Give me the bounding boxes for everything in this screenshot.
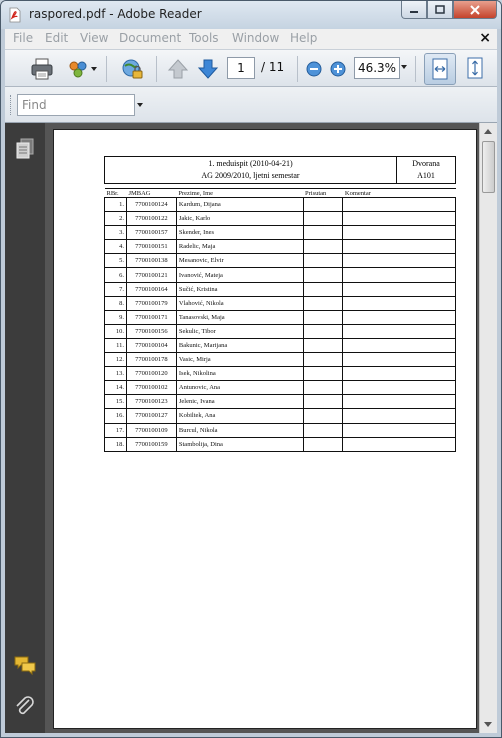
zoom-level-input[interactable]: 46.3%	[354, 57, 400, 79]
column-header: Komentar	[343, 189, 456, 198]
pdf-file-icon	[7, 7, 23, 23]
pdf-page	[53, 129, 477, 729]
row-name: Antunovic, Ana	[176, 381, 303, 395]
row-present	[303, 395, 343, 409]
row-jmbag: 7700100156	[126, 324, 176, 338]
globe-lock-icon	[120, 57, 144, 81]
row-present	[303, 226, 343, 240]
row-present	[303, 212, 343, 226]
row-comment	[343, 338, 456, 352]
collaborate-icon	[66, 57, 90, 81]
toolbar-separator	[156, 56, 157, 82]
row-number: 10.	[105, 324, 127, 338]
row-name: Ivanović, Mateja	[176, 268, 303, 282]
zoom-out-icon	[305, 60, 323, 78]
fit-page-icon	[460, 53, 490, 83]
zoom-dropdown-icon[interactable]	[401, 65, 407, 69]
menu-window[interactable]: Window	[232, 31, 280, 45]
row-comment	[343, 240, 456, 254]
table-row	[105, 310, 456, 324]
table-header-row	[105, 189, 456, 198]
fit-page-button[interactable]	[460, 53, 492, 85]
row-name: Jelenic, Ivana	[176, 395, 303, 409]
menu-bar	[5, 29, 497, 49]
comments-icon[interactable]	[13, 653, 37, 677]
row-jmbag: 7700100151	[126, 240, 176, 254]
row-present	[303, 254, 343, 268]
column-header: Prezime, Ime	[176, 189, 303, 198]
zoom-in-icon	[329, 60, 347, 78]
table-row	[105, 367, 456, 381]
maximize-icon	[435, 5, 445, 15]
row-jmbag: 7700100120	[126, 367, 176, 381]
row-number: 16.	[105, 409, 127, 423]
row-name: Skender, Ines	[176, 226, 303, 240]
row-present	[303, 353, 343, 367]
row-number: 6.	[105, 268, 127, 282]
printer-icon	[30, 57, 54, 81]
row-jmbag: 7700100102	[126, 381, 176, 395]
row-jmbag: 7700100157	[126, 226, 176, 240]
column-header: JMBAG	[126, 189, 176, 198]
row-name: Jakic, Karlo	[176, 212, 303, 226]
previous-page-button[interactable]	[165, 56, 191, 82]
row-jmbag: 7700100123	[126, 395, 176, 409]
row-present	[303, 338, 343, 352]
row-name: Kobiltek, Ana	[176, 409, 303, 423]
zoom-out-button[interactable]	[301, 56, 327, 82]
row-name: Mesanovic, Elvir	[176, 254, 303, 268]
minimize-button[interactable]	[401, 1, 427, 19]
row-number: 3.	[105, 226, 127, 240]
row-present	[303, 423, 343, 437]
row-jmbag: 7700100171	[126, 310, 176, 324]
row-present	[303, 367, 343, 381]
row-name: Bakunic, Marijana	[176, 338, 303, 352]
row-jmbag: 7700100109	[126, 423, 176, 437]
row-name: Kardum, Dijana	[176, 198, 303, 212]
row-name: Radelic, Maja	[176, 240, 303, 254]
vertical-scrollbar[interactable]	[479, 123, 497, 733]
row-jmbag: 7700100178	[126, 353, 176, 367]
table-row	[105, 338, 456, 352]
row-comment	[343, 282, 456, 296]
exam-room	[397, 157, 455, 183]
row-number: 18.	[105, 437, 127, 451]
row-number: 2.	[105, 212, 127, 226]
exam-semester: AG 2009/2010, ljetni semestar	[201, 171, 300, 180]
row-comment	[343, 423, 456, 437]
row-present	[303, 381, 343, 395]
table-row	[105, 240, 456, 254]
window-controls	[401, 1, 497, 19]
row-comment	[343, 254, 456, 268]
row-jmbag: 7700100159	[126, 437, 176, 451]
row-present	[303, 198, 343, 212]
scroll-down-icon[interactable]	[484, 722, 492, 727]
row-present	[303, 324, 343, 338]
table-row	[105, 212, 456, 226]
row-present	[303, 310, 343, 324]
table-row	[105, 381, 456, 395]
menu-help[interactable]: Help	[290, 31, 318, 45]
arrow-up-icon	[167, 58, 189, 80]
menu-document[interactable]: Document	[119, 31, 182, 45]
collaborate-button[interactable]	[65, 56, 91, 82]
fit-width-button[interactable]	[424, 53, 456, 85]
row-name: Vasic, Mirja	[176, 353, 303, 367]
navigation-pane	[5, 123, 45, 733]
toolbar-grip[interactable]	[10, 95, 13, 115]
row-name: Sučić, Kristina	[176, 282, 303, 296]
row-number: 1.	[105, 198, 127, 212]
attachments-icon[interactable]	[13, 695, 37, 719]
row-number: 8.	[105, 296, 127, 310]
zoom-in-button[interactable]	[325, 56, 351, 82]
row-comment	[343, 395, 456, 409]
row-number: 5.	[105, 254, 127, 268]
row-jmbag: 7700100164	[126, 282, 176, 296]
row-comment	[343, 353, 456, 367]
toolbar	[5, 49, 497, 87]
row-present	[303, 296, 343, 310]
row-number: 15.	[105, 395, 127, 409]
row-name: Stambolija, Dina	[176, 437, 303, 451]
row-comment	[343, 296, 456, 310]
row-number: 14.	[105, 381, 127, 395]
find-input[interactable]: Find	[17, 94, 135, 116]
room-value: A101	[417, 171, 435, 180]
arrow-down-icon	[197, 58, 219, 80]
menu-view[interactable]: View	[80, 31, 109, 45]
menu-tools[interactable]: Tools	[189, 31, 219, 45]
table-row	[105, 226, 456, 240]
row-number: 7.	[105, 282, 127, 296]
row-jmbag: 7700100179	[126, 296, 176, 310]
row-number: 4.	[105, 240, 127, 254]
exam-name: 1. meduispit (2010-04-21)	[208, 159, 293, 168]
row-present	[303, 268, 343, 282]
find-toolbar	[5, 87, 497, 123]
close-window-button[interactable]	[453, 1, 497, 19]
menu-edit[interactable]: Edit	[45, 31, 69, 45]
row-comment	[343, 437, 456, 451]
table-row	[105, 324, 456, 338]
table-row	[105, 268, 456, 282]
print-button[interactable]	[29, 56, 55, 82]
fit-width-icon	[425, 54, 455, 84]
row-number: 9.	[105, 310, 127, 324]
student-table	[104, 188, 456, 452]
window-title: raspored.pdf - Adobe Reader	[29, 7, 202, 21]
exam-title	[105, 157, 397, 183]
minimize-icon	[409, 5, 419, 15]
row-jmbag: 7700100124	[126, 198, 176, 212]
table-row	[105, 409, 456, 423]
row-name: Isek, Nikolina	[176, 367, 303, 381]
table-row	[105, 423, 456, 437]
table-row	[105, 282, 456, 296]
toolbar-separator	[106, 56, 107, 82]
scroll-up-icon[interactable]	[484, 129, 492, 134]
row-present	[303, 409, 343, 423]
toolbar-separator	[415, 56, 416, 82]
row-present	[303, 282, 343, 296]
document-area[interactable]	[45, 123, 497, 733]
row-comment	[343, 198, 456, 212]
row-comment	[343, 212, 456, 226]
page-count: / 11	[261, 60, 285, 74]
table-row	[105, 198, 456, 212]
page-number-input[interactable]: 1	[227, 57, 255, 79]
room-label: Dvorana	[412, 159, 440, 168]
next-page-button[interactable]	[195, 56, 221, 82]
table-row	[105, 353, 456, 367]
menu-file[interactable]: File	[13, 31, 34, 45]
row-jmbag: 7700100122	[126, 212, 176, 226]
row-name: Vlahović, Nikola	[176, 296, 303, 310]
table-row	[105, 296, 456, 310]
chevron-down-icon	[90, 66, 98, 72]
row-present	[303, 240, 343, 254]
row-number: 17.	[105, 423, 127, 437]
collaborate-dropdown[interactable]	[89, 56, 99, 82]
toolbar-separator	[297, 56, 298, 82]
row-jmbag: 7700100138	[126, 254, 176, 268]
title-bar[interactable]	[1, 1, 501, 29]
row-comment	[343, 367, 456, 381]
row-comment	[343, 226, 456, 240]
find-dropdown-icon[interactable]	[137, 103, 143, 107]
scrollbar-thumb[interactable]	[482, 141, 495, 193]
row-comment	[343, 381, 456, 395]
table-row	[105, 437, 456, 451]
row-comment	[343, 310, 456, 324]
table-row	[105, 254, 456, 268]
close-icon	[470, 5, 480, 15]
pages-icon[interactable]	[13, 137, 37, 161]
row-comment	[343, 409, 456, 423]
row-name: Sekulic, Tibor	[176, 324, 303, 338]
row-jmbag: 7700100104	[126, 338, 176, 352]
column-header: RBr.	[105, 189, 127, 198]
row-number: 13.	[105, 367, 127, 381]
exam-header	[104, 156, 456, 184]
column-header: Prisutan	[303, 189, 343, 198]
close-document-button[interactable]: ×	[479, 30, 491, 46]
secure-button[interactable]	[119, 56, 145, 82]
row-number: 12.	[105, 353, 127, 367]
row-comment	[343, 268, 456, 282]
table-row	[105, 395, 456, 409]
row-name: Burcul, Nikola	[176, 423, 303, 437]
row-present	[303, 437, 343, 451]
row-jmbag: 7700100127	[126, 409, 176, 423]
row-name: Tanasovski, Maja	[176, 310, 303, 324]
row-number: 11.	[105, 338, 127, 352]
row-comment	[343, 324, 456, 338]
row-jmbag: 7700100121	[126, 268, 176, 282]
maximize-button[interactable]	[427, 1, 453, 19]
